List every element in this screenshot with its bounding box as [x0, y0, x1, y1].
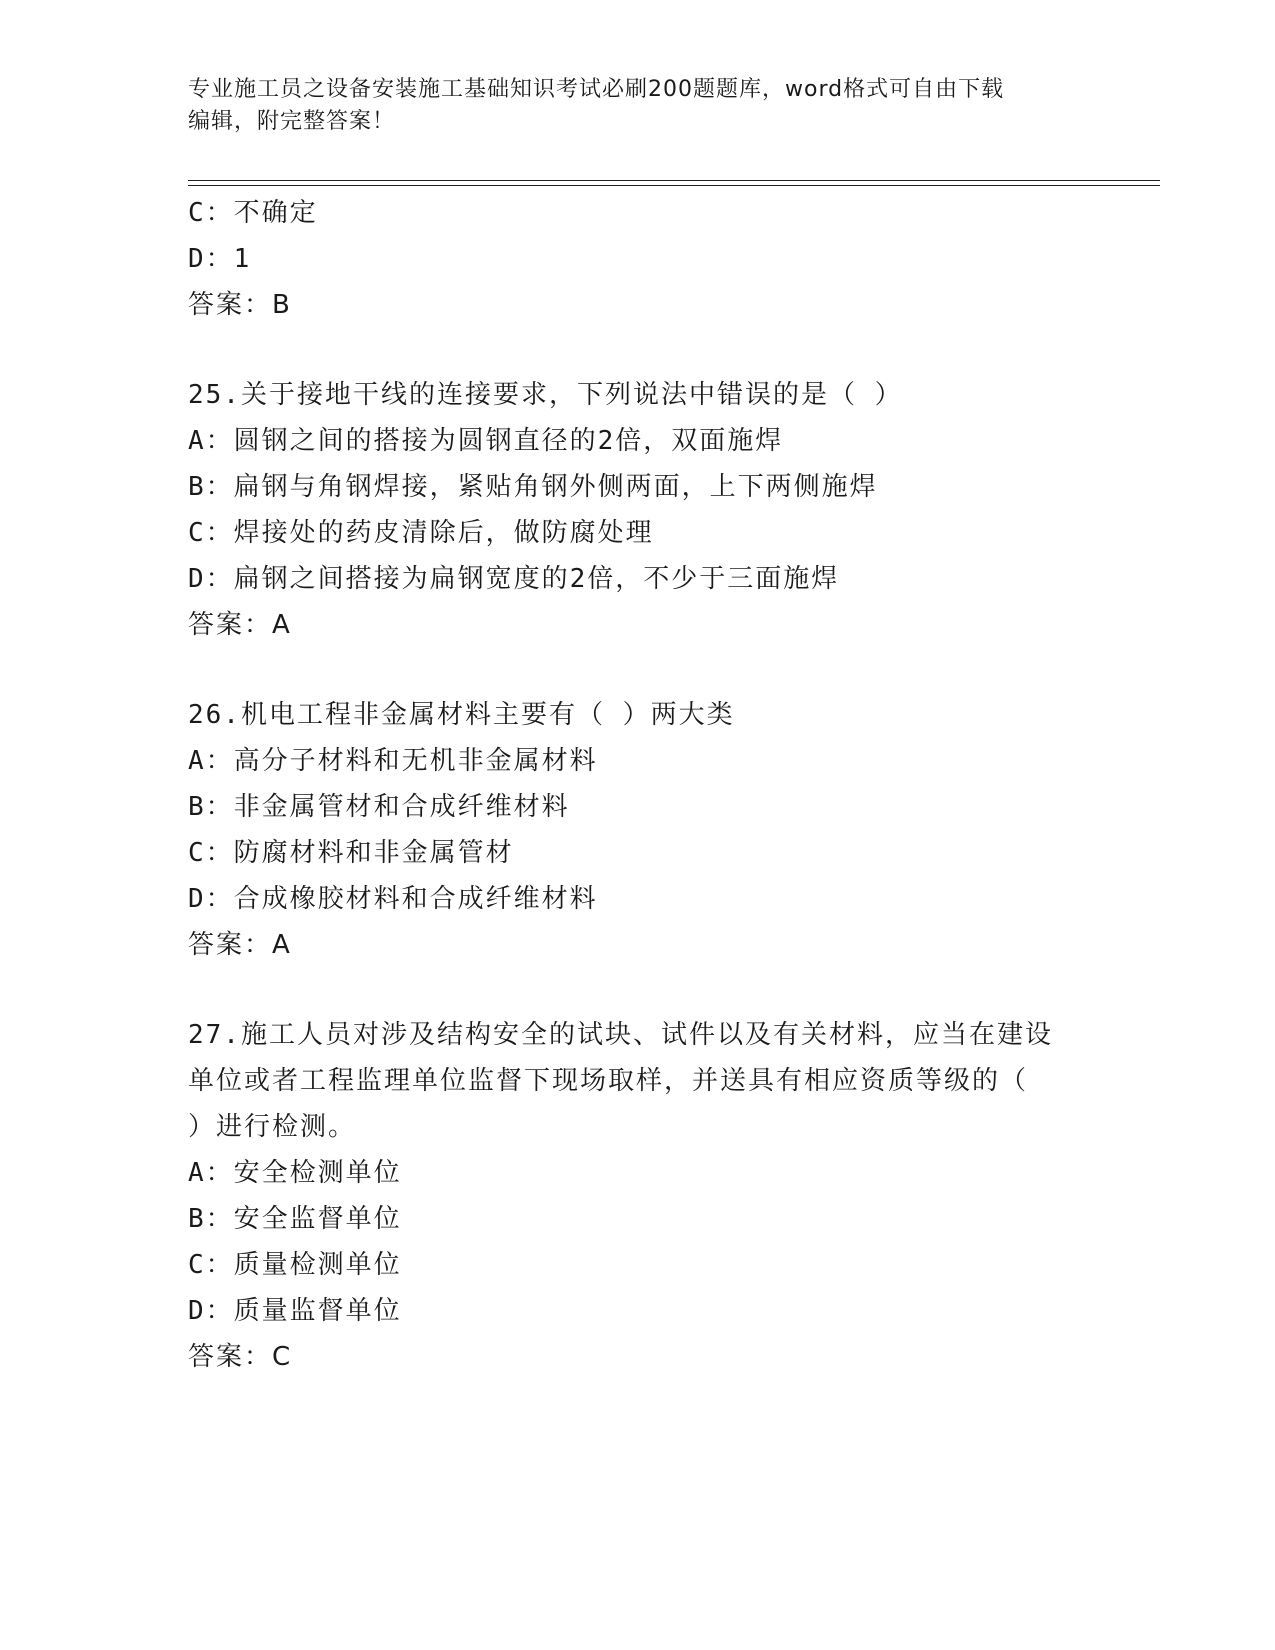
option-c: C：质量检测单位: [188, 1250, 402, 1280]
question-stem-line-3: ）进行检测。: [188, 1112, 357, 1142]
document-header: [188, 74, 1088, 138]
question-stem-line-1: 27.施工人员对涉及结构安全的试块、试件以及有关材料，应当在建设: [188, 1020, 1053, 1050]
option-a: A：安全检测单位: [188, 1158, 402, 1188]
header-divider: [188, 180, 1160, 186]
prev-question: [188, 190, 1088, 328]
answer-line: 答案：C: [188, 1342, 293, 1372]
answer-line: 答案：A: [188, 610, 292, 640]
option-c: C：防腐材料和非金属管材: [188, 838, 514, 868]
option-c: C：不确定: [188, 198, 318, 228]
header-line-1: 专业施工员之设备安装施工基础知识考试必刷200题题库，word格式可自由下载: [188, 77, 1005, 102]
question-26: [188, 692, 1088, 968]
question-stem: 26.机电工程非金属材料主要有（ ）两大类: [188, 700, 735, 730]
option-c: C：焊接处的药皮清除后，做防腐处理: [188, 518, 654, 548]
question-25: [188, 372, 1088, 648]
option-a: A：圆钢之间的搭接为圆钢直径的2倍，双面施焊: [188, 426, 784, 456]
option-d: D：合成橡胶材料和合成纤维材料: [188, 884, 598, 914]
option-d: D：质量监督单位: [188, 1296, 402, 1326]
question-27: [188, 1012, 1088, 1380]
question-list: [188, 190, 1088, 1380]
header-line-2: 编辑，附完整答案！: [188, 109, 396, 134]
question-stem-line-2: 单位或者工程监理单位监督下现场取样，并送具有相应资质等级的（: [188, 1066, 1029, 1096]
answer-line: 答案：A: [188, 930, 292, 960]
option-d: D：扁钢之间搭接为扁钢宽度的2倍，不少于三面施焊: [188, 564, 840, 594]
option-d: D：1: [188, 244, 252, 274]
option-b: B：扁钢与角钢焊接，紧贴角钢外侧两面，上下两侧施焊: [188, 472, 878, 502]
question-stem: 25.关于接地干线的连接要求，下列说法中错误的是（ ）: [188, 380, 903, 410]
option-a: A：高分子材料和无机非金属材料: [188, 746, 598, 776]
answer-line: 答案：B: [188, 290, 292, 320]
option-b: B：非金属管材和合成纤维材料: [188, 792, 570, 822]
option-b: B：安全监督单位: [188, 1204, 402, 1234]
